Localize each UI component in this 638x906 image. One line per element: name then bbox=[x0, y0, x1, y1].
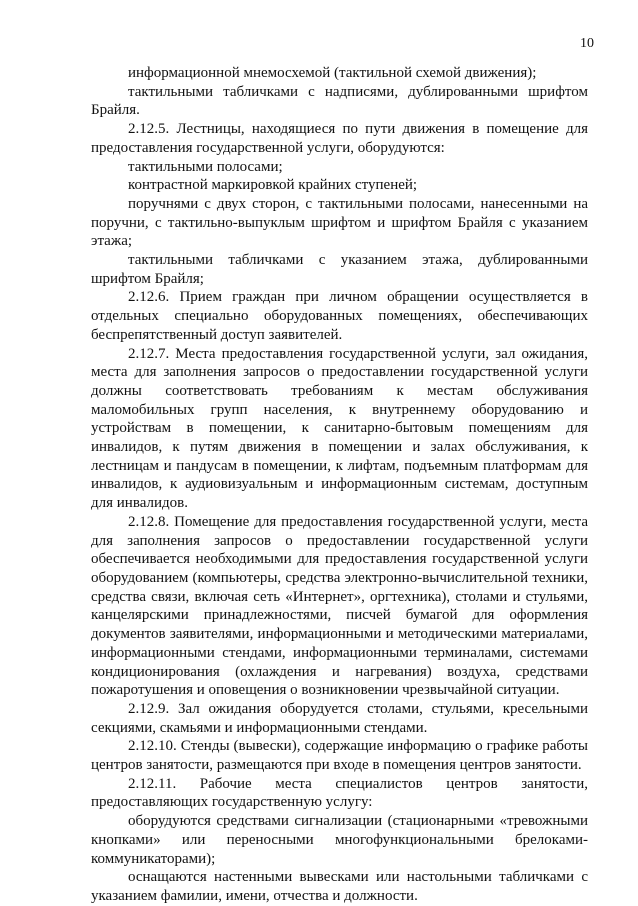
paragraph-2-12-7: 2.12.7. Места предоставления государственной услуги, зал ожидания, места для заполнения запросов о предоставлении государственной услуги должны соответствовать требованиям к местам обслуживания маломобильных групп населения, к внутреннему оборудованию и устройствам в помещении, к санитарно-бытовым помещениям для инвалидов, к путям движения в помещении и залах обслуживания, к лестницам и пандусам в помещении, к лифтам, подъемным платформам для инвалидов, к аудиовизуальным и информационным системам, доступным для инвалидов. bbox=[91, 345, 588, 512]
paragraph-2-12-6: 2.12.6. Прием граждан при личном обращении осуществляется в отдельных специально оборудованных помещениях, обеспечивающих беспрепятственный доступ заявителей. bbox=[91, 289, 588, 343]
paragraph-2-12-5: 2.12.5. Лестницы, находящиеся по пути движения в помещение для предоставления государственной услуги, оборудуются: bbox=[91, 121, 588, 156]
paragraph-tactile-strips: тактильными полосами; bbox=[128, 158, 283, 175]
paragraph-handrails: поручнями с двух сторон, с тактильными полосами, нанесенными на поручни, с тактильно-выпуклым шрифтом и шрифтом Брайля с указанием этажа; bbox=[91, 195, 588, 250]
paragraph-name-plates: оснащаются настенными вывесками или настольными табличками с указанием фамилии, имени, отчества и должности. bbox=[91, 869, 588, 904]
paragraph-2-12-9: 2.12.9. Зал ожидания оборудуется столами, стульями, кресельными секциями, скамьями и информационными стендами. bbox=[91, 700, 588, 736]
paragraph-floor-signs: тактильными табличками с указанием этажа, дублированными шрифтом Брайля; bbox=[91, 252, 588, 287]
paragraph-2-12-8: 2.12.8. Помещение для предоставления государственной услуги, места для заполнения запросов о предоставлении государственной услуги обеспечивается необходимыми для предоставления государственной услуги оборудованием (компьютеры, средства электронно-вычислительной техники, средства связи, включая сеть «Интернет», оргтехника), столами и стульями, канцелярскими принадлежностями, писчей бумагой для оформления документов заявителями, информационными и методическими материалами, информационными стендами, информационными терминалами, системами кондиционирования (охлаждения и нагревания) воздуха, средствами пожаротушения и оповещения о возникновении чрезвычайной ситуации. bbox=[91, 513, 588, 699]
paragraph-alarm-equipment: оборудуются средствами сигнализации (стационарными «тревожными кнопками» или переносными многофункциональными брелоками-коммуникаторами); bbox=[91, 813, 588, 867]
page-number: 10 bbox=[580, 36, 594, 51]
paragraph-2-12-11: 2.12.11. Рабочие места специалистов центров занятости, предоставляющих государственную услугу: bbox=[91, 775, 588, 811]
paragraph-navigation-scheme: информационной мнемосхемой (тактильной схемой движения); bbox=[128, 65, 537, 81]
paragraph-braille-signs: тактильными табличками с надписями, дублированными шрифтом Брайля. bbox=[91, 83, 588, 119]
paragraph-2-12-10: 2.12.10. Стенды (вывески), содержащие информацию о графике работы центров занятости, размещаются при входе в помещения центров занятости. bbox=[91, 738, 588, 774]
paragraph-step-marking: контрастной маркировкой крайних ступеней; bbox=[128, 177, 418, 194]
document-body bbox=[91, 64, 588, 906]
